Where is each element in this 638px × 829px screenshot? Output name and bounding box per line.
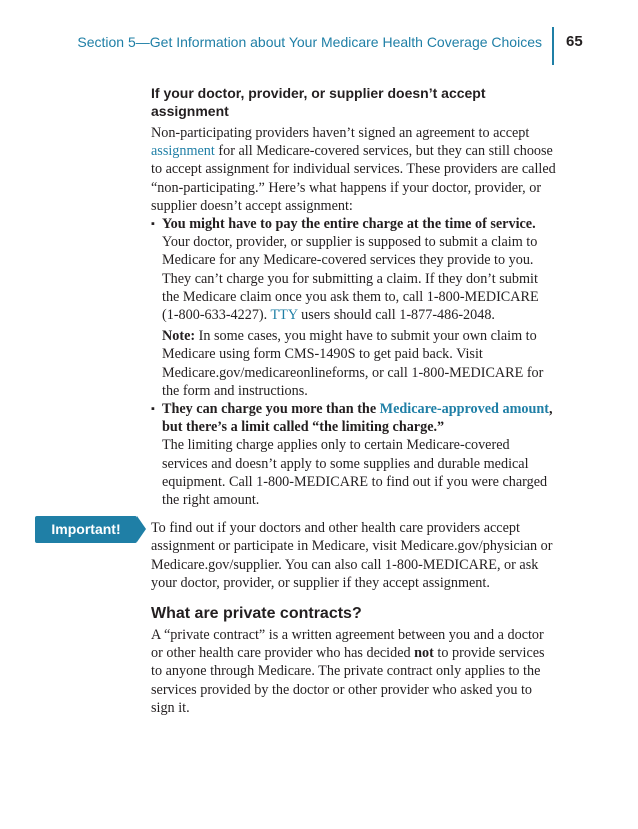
private-contracts-text-part2: to provide services to anyone through Medicare. The private contract only applies to the services provided by the doctor or other provider who asked you to sign it. (151, 645, 545, 716)
note (162, 327, 557, 400)
important-callout (51, 519, 557, 592)
private-contracts-heading: What are private contracts? (151, 605, 362, 623)
assignment-intro-part1: Non-participating providers haven’t signed an agreement to accept (151, 125, 530, 141)
bullet-entire-charge-body-part2: users should call 1-877-486-2048. (297, 307, 495, 324)
private-contracts-text-part1: A “private contract” is a written agreement between you and a doctor or other health care provider who has decided (151, 627, 544, 662)
page-number: 65 (566, 33, 583, 50)
bullet-entire-charge-body-part1: Your doctor, provider, or supplier is supposed to submit a claim to Medicare for any Medicare-covered services they provide to you. They can’t charge you for submitting a claim. If they don’t submit the Medicare claim once you ask them to, call 1-800-MEDICARE (1-800-633-4227). (162, 234, 539, 324)
important-badge: Important! (35, 516, 137, 543)
note-text: In some cases, you might have to submit your own claim to Medicare using form CMS-1490S to get paid back. Visit Medicare.gov/medicareonlineforms, or call 1-800-MEDICARE for the form and instructions. (162, 328, 544, 399)
header-divider (552, 27, 554, 65)
note-label: Note: (162, 328, 196, 345)
assignment-link[interactable]: assignment (151, 143, 215, 160)
assignment-heading: If your doctor, provider, or supplier doesn’t accept assignment (151, 85, 486, 119)
bullet-entire-charge-heading: ▪ You might have to pay the entire charge at the time of service. (162, 216, 536, 233)
bullet-limiting-charge (151, 400, 557, 509)
main-content (51, 84, 557, 717)
private-contracts-text (151, 626, 557, 717)
bullet-entire-charge-body (162, 233, 557, 324)
tty-link[interactable]: TTY (270, 307, 298, 324)
private-contracts-not: not (414, 645, 434, 662)
assignment-intro (151, 124, 557, 215)
bullet-limiting-charge-heading (162, 400, 557, 436)
bullet-entire-charge (151, 215, 557, 400)
bullet-limiting-charge-head-part2: , but there’s a limit called “the limiting charge.” (162, 401, 553, 436)
bullet-limiting-charge-body: The limiting charge applies only to certain Medicare-covered services and doesn’t apply to some supplies and durable medical equipment. Call 1-800-MEDICARE to find out if you were charged the right amount. (162, 437, 548, 509)
bullet-limiting-charge-head-part1: They can charge you more than the (162, 401, 380, 418)
important-text: To find out if your doctors and other health care providers accept assignment or participate in Medicare, visit Medicare.gov/physician or Medicare.gov/supplier. You can also call 1-800-MEDICARE, or ask your doctor, provider, or supplier if they accept assignment. (151, 520, 553, 591)
medicare-approved-amount-link[interactable]: Medicare-approved amount (379, 401, 549, 418)
assignment-intro-part2: for all Medicare-covered services, but they can still choose to accept assignment for individual services. These providers are called “non-participating.” Here’s what happens if your doctor, provider, or supplier doesn’t accept assignment: (151, 143, 556, 214)
section-title: Section 5—Get Information about Your Medicare Health Coverage Choices (77, 34, 542, 50)
